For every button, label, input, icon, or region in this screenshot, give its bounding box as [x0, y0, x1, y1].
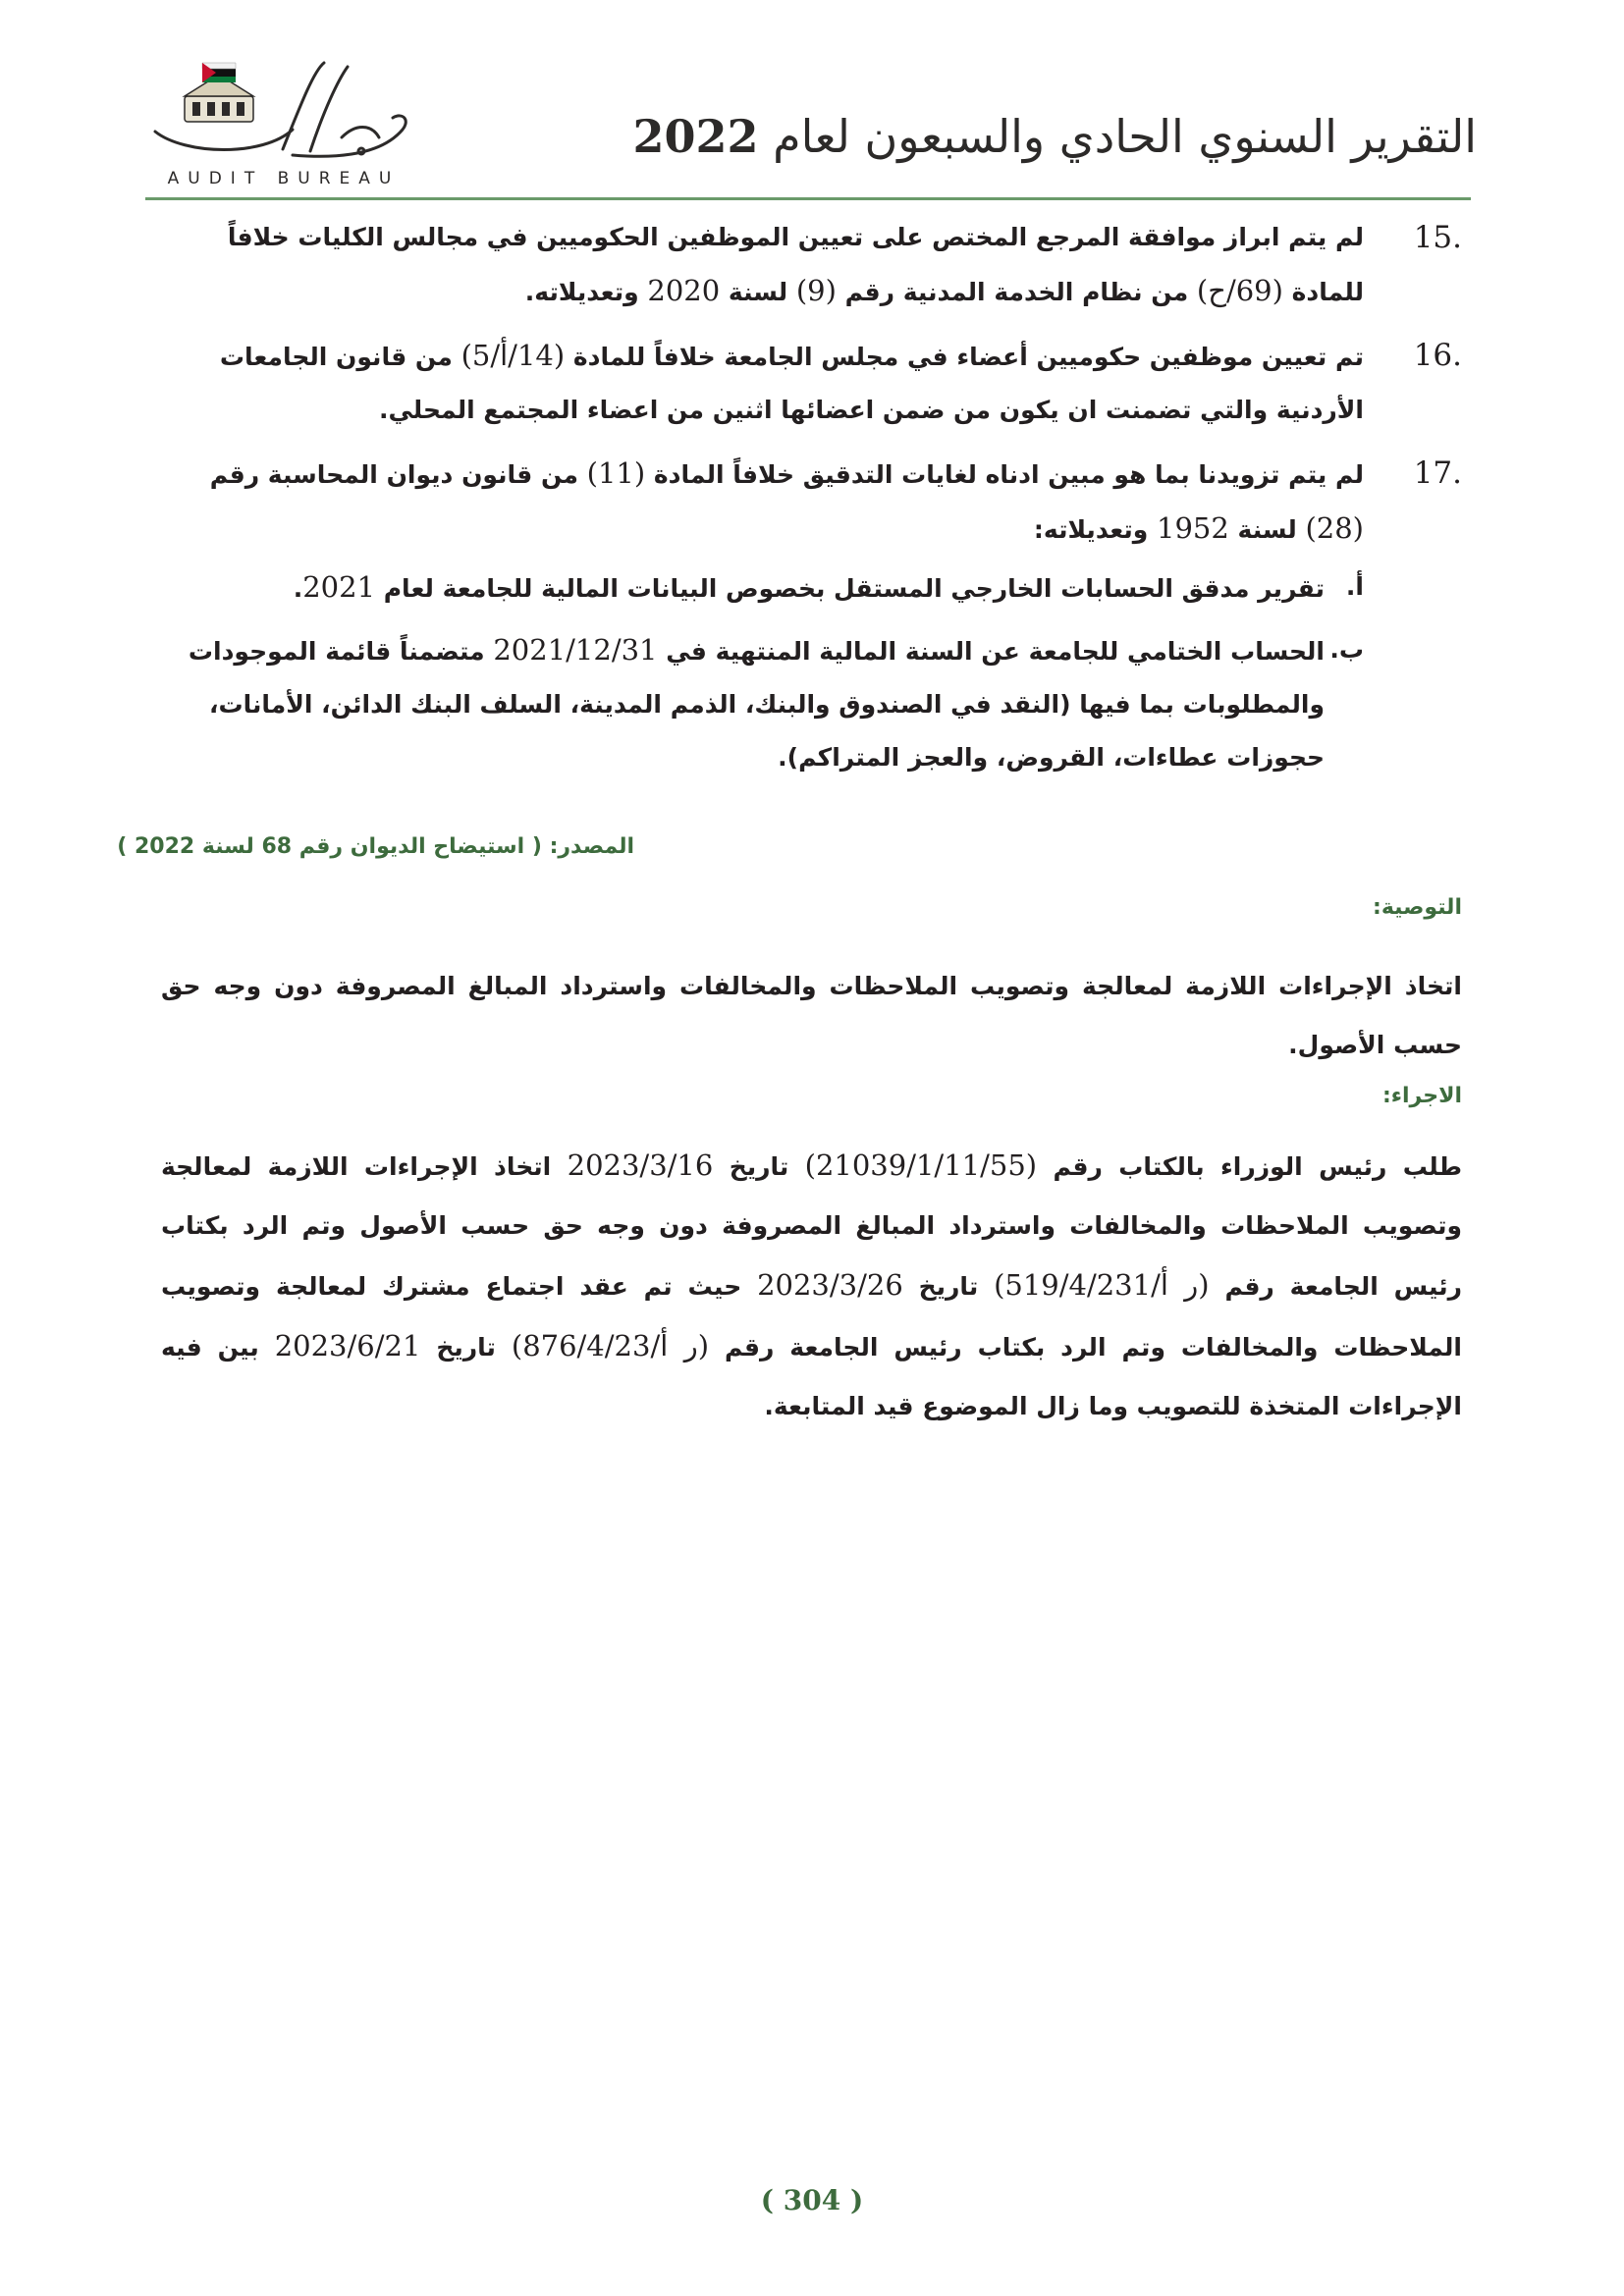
recommendation-text: اتخاذ الإجراءات اللازمة لمعالجة وتصويب الملاحظات والمخالفات واسترداد المبالغ المصروفة دون وجه حق حسب الأصول. [161, 972, 1462, 1059]
item-number: 17. [1413, 455, 1462, 491]
finding-item-17 [161, 447, 1462, 557]
procedure-heading: الاجراء: [1381, 1084, 1462, 1108]
report-title-text: التقرير السنوي الحادي والسبعون لعام [773, 110, 1477, 163]
subitem-letter: ب. [1329, 635, 1364, 664]
subitem-letter: أ. [1345, 572, 1364, 601]
subitem-text: الحساب الختامي للجامعة عن السنة المالية المنتهية في 2021/12/31 متضمناً قائمة الموجودات والمطلوبات بما فيها (النقد في الصندوق والبنك، الذمم المدينة، السلف البنك الدائن، الأمانات، حجوزات عطاءات، القروض، والعجز المتراكم). [188, 633, 1325, 772]
page-header [0, 0, 1624, 206]
item-number: 15. [1413, 220, 1462, 255]
finding-item-16 [161, 329, 1462, 437]
page-number: ( 304 ) [760, 2184, 864, 2216]
report-year: 2022 [632, 110, 759, 163]
item-number: 16. [1413, 338, 1462, 373]
findings-list [161, 211, 1462, 784]
source-reference: المصدر: ( استيضاح الديوان رقم 68 لسنة 2022 ) [117, 834, 634, 859]
item-text: لم يتم ابراز موافقة المرجع المختص على تعيين الموظفين الحكوميين في مجالس الكليات خلافاً للمادة (69/ح) من نظام الخدمة المدنية رقم (9) لسنة 2020 وتعديلاته. [227, 223, 1364, 307]
finding-item-15 [161, 211, 1462, 319]
subitem-b [161, 623, 1462, 784]
procedure-text: طلب رئيس الوزراء بالكتاب رقم (21039/1/11/55) تاريخ 2023/3/16 اتخاذ الإجراءات اللازمة لمعالجة وتصويب الملاحظات والمخالفات واسترداد المبالغ المصروفة دون وجه حق حسب الأصول وتم الرد بكتاب رئيس الجامعة رقم (ر أ/519/4/231) تاريخ 2023/3/26 حيث تم عقد اجتماع مشترك لمعالجة وتصويب الملاحظات والمخالفات وتم الرد بكتاب رئيس الجامعة رقم (ر أ/876/4/23) تاريخ 2023/6/21 بين فيه الإجراءات المتخذة للتصويب وما زال الموضوع قيد المتابعة. [161, 1148, 1463, 1420]
audit-bureau-logo [145, 61, 422, 188]
logo-latin-text: AUDIT BUREAU [167, 169, 401, 188]
report-title [633, 110, 1478, 163]
item-text: لم يتم تزويدنا بما هو مبين ادناه لغايات التدقيق خلافاً المادة (11) من قانون ديوان المحاسبة رقم (28) لسنة 1952 وتعديلاته: [209, 456, 1364, 545]
subitem-a [161, 561, 1462, 615]
subitem-text: تقرير مدقق الحسابات الخارجي المستقل بخصوص البيانات المالية للجامعة لعام 2021. [293, 570, 1325, 604]
item-text: تم تعيين موظفين حكوميين أعضاء في مجلس الجامعة خلافاً للمادة (14/أ/5) من قانون الجامعات الأردنية والتي تضمنت ان يكون من ضمن اعضائها اثنين من اعضاء المجتمع المحلي. [219, 339, 1364, 424]
recommendation-heading: التوصية: [1373, 895, 1462, 920]
header-divider [145, 197, 1471, 200]
